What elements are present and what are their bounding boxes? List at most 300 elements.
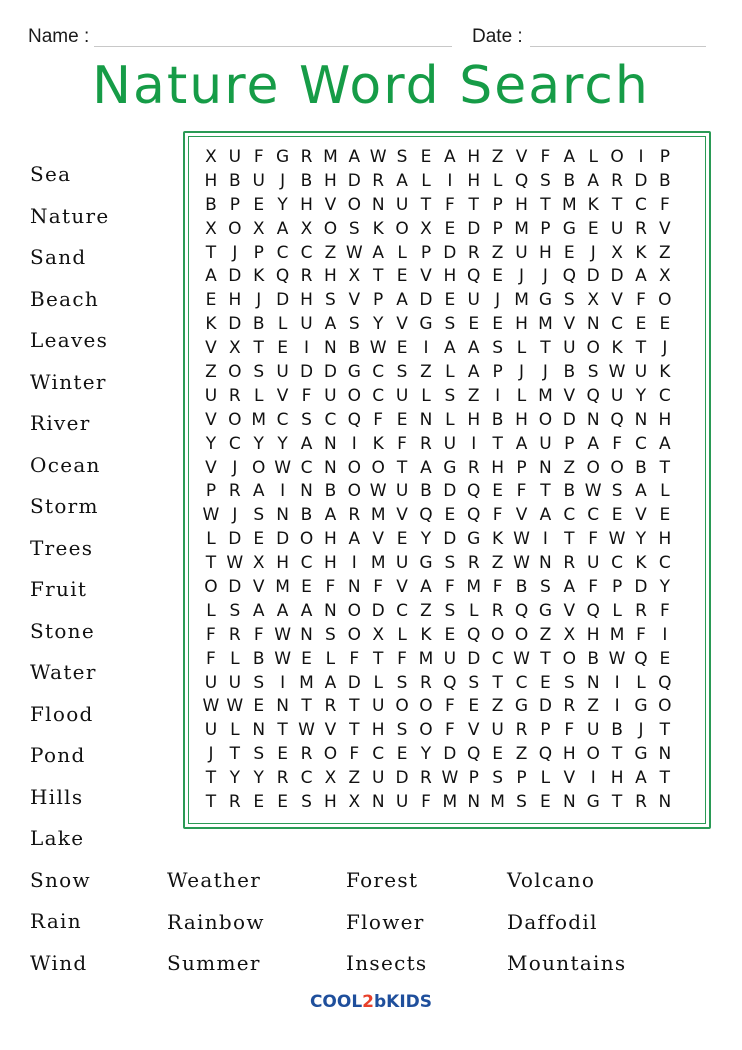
grid-cell: B — [300, 505, 313, 526]
grid-cell: H — [586, 624, 600, 645]
grid-cell: J — [232, 242, 238, 263]
grid-cell: T — [396, 457, 408, 478]
grid-cell: E — [396, 338, 408, 359]
grid-row — [199, 504, 677, 528]
grid-cell: O — [395, 218, 409, 239]
grid-cell: V — [659, 218, 671, 239]
grid-cell: N — [586, 409, 600, 430]
grid-cell: F — [636, 290, 646, 311]
grid-cell: J — [662, 338, 668, 359]
grid-cell: S — [253, 505, 265, 526]
logo-part-2: 2 — [362, 992, 375, 1012]
grid-cell: S — [563, 290, 575, 311]
grid-cell: Q — [586, 600, 600, 621]
grid-cell: T — [611, 792, 623, 813]
grid-cell: H — [324, 170, 337, 191]
grid-cell: G — [276, 147, 290, 167]
grid-cell: Y — [635, 529, 647, 550]
word-list-item: Ocean — [30, 452, 101, 477]
grid-cell: S — [611, 481, 623, 502]
grid-cell: E — [468, 696, 480, 717]
grid-cell: B — [563, 481, 576, 502]
grid-cell: E — [563, 242, 575, 263]
grid-cell: Q — [419, 505, 433, 526]
grid-cell: U — [610, 218, 624, 239]
grid-cell: Q — [538, 744, 553, 765]
letter-grid — [199, 146, 677, 815]
grid-cell: U — [491, 720, 504, 741]
grid-cell: Y — [253, 433, 264, 454]
grid-cell: R — [324, 696, 337, 717]
grid-cell: N — [347, 577, 361, 598]
grid-cell: C — [611, 314, 624, 335]
grid-cell: I — [280, 672, 286, 693]
grid-cell: O — [610, 147, 624, 167]
grid-cell: V — [563, 314, 576, 335]
word-list-item: Hills — [30, 784, 84, 809]
grid-cell: I — [614, 696, 620, 717]
grid-cell: V — [205, 457, 217, 478]
grid-cell: Q — [658, 672, 672, 693]
grid-cell: P — [540, 218, 551, 239]
word-list-item: Fruit — [30, 577, 88, 601]
word-list-item: Rain — [30, 909, 82, 933]
grid-cell: H — [324, 266, 337, 287]
date-line[interactable] — [530, 46, 706, 47]
grid-cell: Q — [443, 672, 457, 693]
word-list-item: Insects — [346, 951, 428, 975]
grid-cell: F — [540, 147, 551, 167]
grid-cell: Y — [229, 768, 241, 789]
grid-cell: O — [586, 457, 600, 478]
grid-cell: R — [515, 720, 528, 741]
grid-cell: T — [611, 194, 623, 215]
grid-cell: O — [347, 481, 361, 502]
grid-cell: E — [277, 338, 288, 359]
grid-cell: O — [419, 720, 433, 741]
grid-cell: A — [587, 433, 600, 454]
grid-cell: E — [253, 792, 265, 813]
grid-cell: D — [347, 170, 361, 191]
grid-cell: U — [324, 385, 337, 406]
grid-cell: D — [443, 481, 457, 502]
grid-cell: K — [635, 242, 647, 263]
grid-cell: P — [373, 290, 384, 311]
grid-cell: Z — [491, 553, 504, 574]
grid-cell: F — [564, 720, 575, 741]
word-list-item: Trees — [30, 535, 94, 560]
grid-cell: L — [516, 338, 527, 359]
grid-cell: I — [351, 553, 357, 574]
grid-cell: F — [349, 648, 360, 669]
grid-cell: A — [348, 147, 361, 167]
grid-cell: I — [304, 338, 310, 359]
grid-cell: S — [253, 744, 265, 765]
grid-cell: S — [396, 147, 408, 167]
grid-cell: Y — [420, 744, 432, 765]
grid-cell: D — [443, 529, 457, 550]
grid-cell: C — [491, 648, 504, 669]
grid-cell: F — [588, 529, 599, 550]
grid-cell: B — [348, 338, 361, 359]
grid-cell: O — [658, 696, 672, 717]
grid-cell: E — [659, 314, 671, 335]
grid-cell: H — [371, 720, 385, 741]
grid-cell: S — [229, 600, 241, 621]
grid-cell: O — [347, 385, 361, 406]
grid-cell: U — [252, 170, 265, 191]
grid-cell: O — [228, 409, 242, 430]
grid-cell: F — [373, 577, 384, 598]
grid-cell: Q — [586, 385, 600, 406]
grid-cell: O — [586, 744, 600, 765]
grid-cell: W — [608, 648, 626, 669]
grid-cell: R — [467, 553, 480, 574]
grid-cell: S — [540, 170, 551, 191]
grid-cell: V — [563, 600, 576, 621]
grid-cell: E — [540, 792, 551, 813]
grid-cell: U — [228, 672, 242, 693]
grid-cell: N — [324, 600, 337, 621]
grid-cell: T — [468, 194, 479, 215]
grid-cell: D — [443, 744, 457, 765]
grid-cell: C — [635, 194, 647, 215]
grid-cell: L — [397, 624, 407, 645]
grid-cell: O — [586, 338, 600, 359]
grid-cell: O — [419, 696, 433, 717]
grid-cell: L — [230, 648, 240, 669]
grid-cell: Z — [515, 744, 528, 765]
grid-cell: S — [253, 672, 265, 693]
grid-cell: B — [229, 170, 241, 191]
grid-cell: O — [514, 624, 529, 645]
grid-cell: S — [468, 672, 480, 693]
grid-cell: T — [540, 338, 551, 359]
grid-cell: P — [659, 147, 670, 167]
grid-cell: D — [323, 362, 337, 383]
grid-cell: E — [301, 648, 312, 669]
grid-cell: A — [515, 433, 528, 454]
grid-cell: F — [397, 648, 407, 669]
grid-cell: L — [445, 409, 455, 430]
word-list-item: Forest — [346, 868, 419, 892]
grid-cell: U — [300, 314, 313, 335]
grid-cell: C — [658, 385, 671, 406]
grid-cell: A — [467, 338, 480, 359]
grid-cell: Z — [205, 362, 217, 383]
grid-cell: V — [515, 505, 528, 526]
grid-cell: M — [514, 290, 529, 311]
grid-cell: X — [300, 218, 313, 239]
grid-cell: R — [635, 218, 647, 239]
grid-row — [199, 624, 677, 648]
grid-cell: U — [586, 553, 600, 574]
grid-cell: H — [562, 744, 576, 765]
grid-cell: P — [516, 457, 527, 478]
grid-cell: U — [395, 553, 409, 574]
grid-cell: E — [396, 529, 408, 550]
grid-cell: B — [252, 648, 265, 669]
grid-cell: W — [202, 696, 220, 717]
grid-cell: E — [492, 314, 503, 335]
grid-cell: W — [513, 648, 530, 669]
grid-row — [199, 600, 677, 624]
grid-row — [199, 265, 677, 289]
grid-cell: O — [228, 218, 242, 239]
grid-cell: E — [277, 744, 288, 765]
grid-cell: R — [348, 505, 361, 526]
grid-cell: U — [563, 338, 576, 359]
grid-cell: C — [587, 505, 600, 526]
word-list-item: Pond — [30, 743, 86, 767]
grid-cell: C — [396, 600, 408, 621]
grid-cell: K — [635, 553, 647, 574]
grid-cell: E — [253, 696, 265, 717]
grid-cell: M — [561, 194, 577, 215]
grid-cell: V — [467, 720, 480, 741]
grid-cell: X — [659, 266, 671, 287]
grid-cell: O — [323, 218, 338, 239]
grid-cell: W — [369, 481, 387, 502]
grid-cell: H — [276, 553, 290, 574]
grid-cell: Q — [275, 266, 290, 287]
grid-cell: F — [444, 577, 455, 598]
grid-cell: F — [492, 505, 503, 526]
grid-cell: L — [230, 720, 240, 741]
grid-cell: V — [563, 385, 576, 406]
grid-cell: E — [253, 529, 265, 550]
grid-cell: T — [540, 648, 551, 669]
grid-cell: D — [228, 529, 242, 550]
grid-cell: W — [274, 457, 292, 478]
grid-row — [199, 648, 677, 672]
grid-cell: I — [662, 624, 668, 645]
grid-cell: E — [492, 481, 503, 502]
grid-cell: R — [420, 672, 432, 693]
grid-cell: V — [205, 338, 217, 359]
grid-cell: H — [228, 290, 242, 311]
grid-cell: X — [587, 290, 600, 311]
grid-cell: A — [324, 672, 337, 693]
grid-cell: M — [442, 792, 458, 813]
grid-cell: W — [345, 242, 363, 263]
grid-cell: D — [586, 266, 600, 287]
grid-cell: N — [324, 433, 337, 454]
grid-cell: F — [492, 577, 503, 598]
grid-cell: F — [659, 600, 670, 621]
grid-cell: D — [228, 577, 242, 598]
word-list-item: Flood — [30, 701, 94, 726]
grid-cell: A — [563, 147, 576, 167]
grid-cell: K — [492, 529, 504, 550]
grid-cell: P — [492, 362, 503, 383]
word-list-item: River — [30, 411, 91, 435]
grid-cell: T — [540, 481, 551, 502]
grid-cell: F — [206, 648, 216, 669]
grid-row — [199, 791, 677, 815]
grid-cell: U — [443, 433, 457, 454]
grid-cell: Z — [563, 457, 576, 478]
grid-cell: Q — [610, 409, 624, 430]
grid-cell: E — [659, 505, 671, 526]
grid-cell: H — [324, 553, 337, 574]
grid-cell: P — [540, 720, 551, 741]
grid-row — [199, 480, 677, 504]
grid-cell: T — [277, 720, 288, 741]
grid-cell: X — [205, 147, 217, 167]
grid-cell: Q — [467, 505, 481, 526]
grid-cell: U — [204, 385, 218, 406]
grid-cell: F — [421, 792, 431, 813]
grid-cell: F — [206, 624, 216, 645]
grid-cell: Y — [277, 194, 288, 215]
grid-cell: X — [348, 266, 361, 287]
grid-cell: E — [540, 672, 551, 693]
grid-cell: R — [228, 385, 241, 406]
grid-cell: I — [590, 768, 596, 789]
grid-cell: X — [611, 242, 623, 263]
grid-cell: U — [634, 362, 648, 383]
grid-cell: F — [301, 385, 312, 406]
grid-cell: E — [205, 290, 217, 311]
grid-cell: C — [300, 457, 313, 478]
grid-cell: M — [538, 385, 553, 406]
word-list-item: Wind — [30, 950, 88, 975]
grid-cell: O — [347, 194, 361, 215]
grid-cell: N — [539, 553, 552, 574]
grid-cell: W — [274, 624, 292, 645]
grid-cell: W — [513, 553, 530, 574]
grid-cell: J — [542, 362, 548, 383]
grid-cell: C — [276, 409, 289, 430]
grid-cell: Z — [491, 147, 504, 167]
grid-cell: H — [204, 170, 218, 191]
page-title: Nature Word Search — [92, 56, 650, 116]
grid-cell: W — [608, 362, 626, 383]
grid-row — [199, 146, 677, 170]
grid-cell: T — [492, 433, 503, 454]
grid-cell: I — [351, 433, 357, 454]
grid-cell: F — [588, 577, 599, 598]
grid-cell: S — [325, 624, 336, 645]
grid-cell: F — [444, 194, 455, 215]
name-line[interactable] — [94, 46, 452, 47]
grid-cell: D — [443, 242, 457, 263]
grid-cell: P — [516, 768, 527, 789]
grid-cell: I — [447, 170, 453, 191]
grid-cell: S — [492, 338, 504, 359]
grid-cell: L — [445, 362, 455, 383]
grid-cell: W — [274, 648, 292, 669]
grid-cell: L — [277, 314, 288, 335]
grid-cell: E — [587, 218, 599, 239]
grid-cell: J — [638, 720, 644, 741]
grid-cell: E — [659, 648, 671, 669]
grid-cell: S — [396, 362, 408, 383]
grid-cell: A — [324, 314, 337, 335]
grid-cell: V — [324, 194, 337, 215]
grid-cell: J — [280, 170, 286, 191]
grid-cell: S — [587, 362, 599, 383]
grid-cell: S — [396, 720, 408, 741]
grid-cell: G — [419, 553, 433, 574]
grid-cell: T — [564, 529, 575, 550]
grid-cell: D — [634, 577, 648, 598]
grid-cell: I — [280, 481, 286, 502]
grid-cell: A — [276, 218, 289, 239]
grid-cell: W — [584, 481, 602, 502]
grid-cell: L — [588, 147, 598, 167]
grid-cell: A — [324, 505, 337, 526]
grid-cell: P — [564, 433, 575, 454]
word-list-item: Nature — [30, 203, 110, 228]
grid-cell: N — [276, 696, 289, 717]
grid-cell: O — [562, 648, 576, 669]
grid-row — [199, 433, 677, 457]
grid-cell: D — [419, 290, 433, 311]
grid-cell: S — [301, 792, 312, 813]
grid-cell: G — [347, 362, 361, 383]
grid-cell: Y — [372, 314, 384, 335]
word-list-item: Daffodil — [507, 909, 598, 934]
grid-cell: G — [538, 600, 552, 621]
grid-cell: B — [635, 457, 647, 478]
grid-row — [199, 552, 677, 576]
grid-cell: E — [253, 194, 265, 215]
grid-cell: N — [539, 457, 552, 478]
grid-cell: R — [467, 457, 480, 478]
grid-cell: P — [492, 218, 503, 239]
grid-cell: F — [349, 744, 360, 765]
grid-cell: C — [228, 433, 241, 454]
grid-cell: H — [491, 457, 505, 478]
grid-cell: A — [252, 600, 265, 621]
grid-cell: J — [232, 457, 238, 478]
grid-cell: V — [324, 720, 337, 741]
grid-cell: M — [275, 577, 290, 598]
grid-cell: M — [514, 218, 529, 239]
grid-cell: R — [300, 147, 313, 167]
grid-cell: J — [232, 505, 238, 526]
grid-cell: L — [469, 600, 479, 621]
grid-cell: A — [300, 600, 313, 621]
grid-cell: Z — [324, 242, 337, 263]
grid-cell: R — [635, 600, 647, 621]
grid-cell: O — [228, 362, 242, 383]
grid-cell: N — [300, 481, 313, 502]
grid-cell: E — [492, 266, 503, 287]
grid-cell: D — [634, 170, 648, 191]
grid-cell: T — [205, 792, 217, 813]
grid-cell: B — [420, 481, 432, 502]
grid-cell: R — [563, 696, 576, 717]
grid-cell: D — [467, 218, 481, 239]
word-list-item: Snow — [30, 867, 91, 892]
grid-row — [199, 361, 677, 385]
grid-cell: G — [634, 744, 648, 765]
grid-cell: O — [490, 624, 505, 645]
grid-cell: A — [635, 266, 647, 287]
grid-cell: S — [301, 409, 312, 430]
grid-cell: T — [492, 672, 503, 693]
grid-cell: R — [420, 768, 432, 789]
grid-cell: F — [325, 577, 336, 598]
grid-cell: O — [252, 457, 266, 478]
word-list-item: Storm — [30, 494, 99, 518]
word-list-item: Lake — [30, 826, 85, 850]
grid-cell: P — [229, 194, 240, 215]
grid-row — [199, 409, 677, 433]
